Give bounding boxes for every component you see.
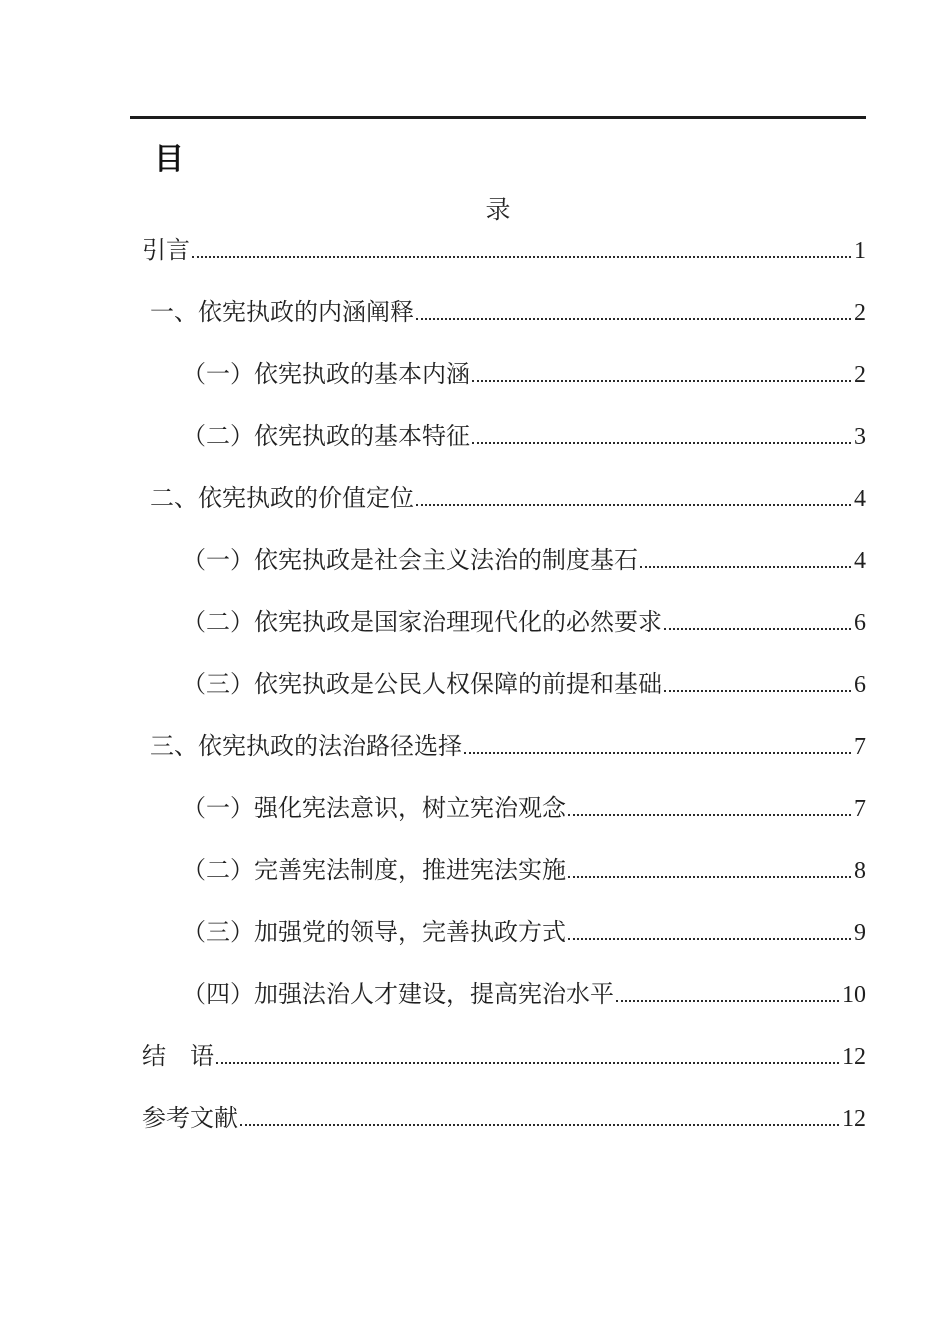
toc-entry-page: 7 — [854, 734, 866, 760]
toc-entry-page: 1 — [854, 238, 866, 264]
dot-leader — [464, 752, 851, 754]
toc-entry-prefix: （四） — [182, 982, 254, 1008]
toc-entry-page: 4 — [854, 548, 866, 574]
toc-entry-section-2[interactable] — [130, 486, 866, 512]
dot-leader — [664, 690, 851, 692]
toc-entry-page: 4 — [854, 486, 866, 512]
toc-entry-section-2-2[interactable] — [130, 610, 866, 636]
toc-entry-prefix: （一） — [182, 796, 254, 822]
toc-title-second-char: 录 — [485, 197, 511, 224]
toc-entry-page: 12 — [842, 1106, 866, 1132]
toc-entry-section-3-1[interactable] — [130, 796, 866, 822]
dot-leader — [640, 566, 851, 568]
toc-entry-label: 依宪执政是国家治理现代化的必然要求 — [254, 610, 662, 636]
dot-leader — [416, 504, 851, 506]
toc-entry-label: 依宪执政的价值定位 — [198, 486, 414, 512]
toc-entry-label: 加强法治人才建设，提高宪治水平 — [254, 982, 614, 1008]
toc-entry-prefix: （二） — [182, 610, 254, 636]
toc-entry-section-1[interactable] — [130, 300, 866, 326]
toc-entry-prefix: 二、 — [150, 486, 198, 512]
dot-leader — [192, 256, 851, 258]
toc-entry-prefix: （三） — [182, 920, 254, 946]
toc-entry-section-2-3[interactable] — [130, 672, 866, 698]
toc-entry-page: 6 — [854, 610, 866, 636]
toc-entry-references[interactable] — [130, 1106, 866, 1132]
toc-entry-section-1-1[interactable] — [130, 362, 866, 388]
toc-entry-page: 7 — [854, 796, 866, 822]
header-rule — [130, 116, 866, 119]
toc-entry-section-2-1[interactable] — [130, 548, 866, 574]
toc-entry-section-3-4[interactable] — [130, 982, 866, 1008]
toc-entry-page: 3 — [854, 424, 866, 450]
toc-entry-label: 加强党的领导，完善执政方式 — [254, 920, 566, 946]
dot-leader — [568, 938, 851, 940]
toc-title-first-char: 目 — [154, 142, 184, 177]
toc-entry-label: 依宪执政的基本内涵 — [254, 362, 470, 388]
dot-leader — [664, 628, 851, 630]
toc-entry-page: 6 — [854, 672, 866, 698]
toc-entry-label: 依宪执政的内涵阐释 — [198, 300, 414, 326]
toc-entry-prefix: 一、 — [150, 300, 198, 326]
toc-entry-prefix: （一） — [182, 362, 254, 388]
dot-leader — [416, 318, 851, 320]
toc-entry-prefix: （一） — [182, 548, 254, 574]
toc-entry-section-3[interactable] — [130, 734, 866, 760]
toc-entry-label: 引言 — [142, 238, 190, 264]
toc-entry-introduction[interactable] — [130, 238, 866, 264]
toc-entry-prefix: （二） — [182, 858, 254, 884]
toc-entry-section-3-3[interactable] — [130, 920, 866, 946]
toc-entry-label: 参考文献 — [142, 1106, 238, 1132]
dot-leader — [568, 876, 851, 878]
toc-entry-page: 12 — [842, 1044, 866, 1070]
toc-entry-prefix: 三、 — [150, 734, 198, 760]
toc-entry-label: 依宪执政的基本特征 — [254, 424, 470, 450]
dot-leader — [472, 380, 851, 382]
toc-entry-page: 2 — [854, 362, 866, 388]
toc-entry-prefix: （三） — [182, 672, 254, 698]
toc-entry-label: 依宪执政是社会主义法治的制度基石 — [254, 548, 638, 574]
dot-leader — [216, 1062, 839, 1064]
toc-entry-page: 8 — [854, 858, 866, 884]
dot-leader — [568, 814, 851, 816]
toc-entry-page: 10 — [842, 982, 866, 1008]
toc-entry-prefix: （二） — [182, 424, 254, 450]
toc-entry-label: 依宪执政是公民人权保障的前提和基础 — [254, 672, 662, 698]
toc-entry-section-3-2[interactable] — [130, 858, 866, 884]
toc-entry-page: 2 — [854, 300, 866, 326]
toc-entry-label: 完善宪法制度，推进宪法实施 — [254, 858, 566, 884]
dot-leader — [616, 1000, 839, 1002]
toc-entry-label: 依宪执政的法治路径选择 — [198, 734, 462, 760]
toc-entry-section-1-2[interactable] — [130, 424, 866, 450]
toc-entry-label: 结 语 — [142, 1044, 214, 1070]
table-of-contents — [130, 238, 866, 1168]
toc-entry-conclusion[interactable] — [130, 1044, 866, 1070]
toc-entry-label: 强化宪法意识，树立宪治观念 — [254, 796, 566, 822]
dot-leader — [472, 442, 851, 444]
dot-leader — [240, 1124, 839, 1126]
toc-entry-page: 9 — [854, 920, 866, 946]
